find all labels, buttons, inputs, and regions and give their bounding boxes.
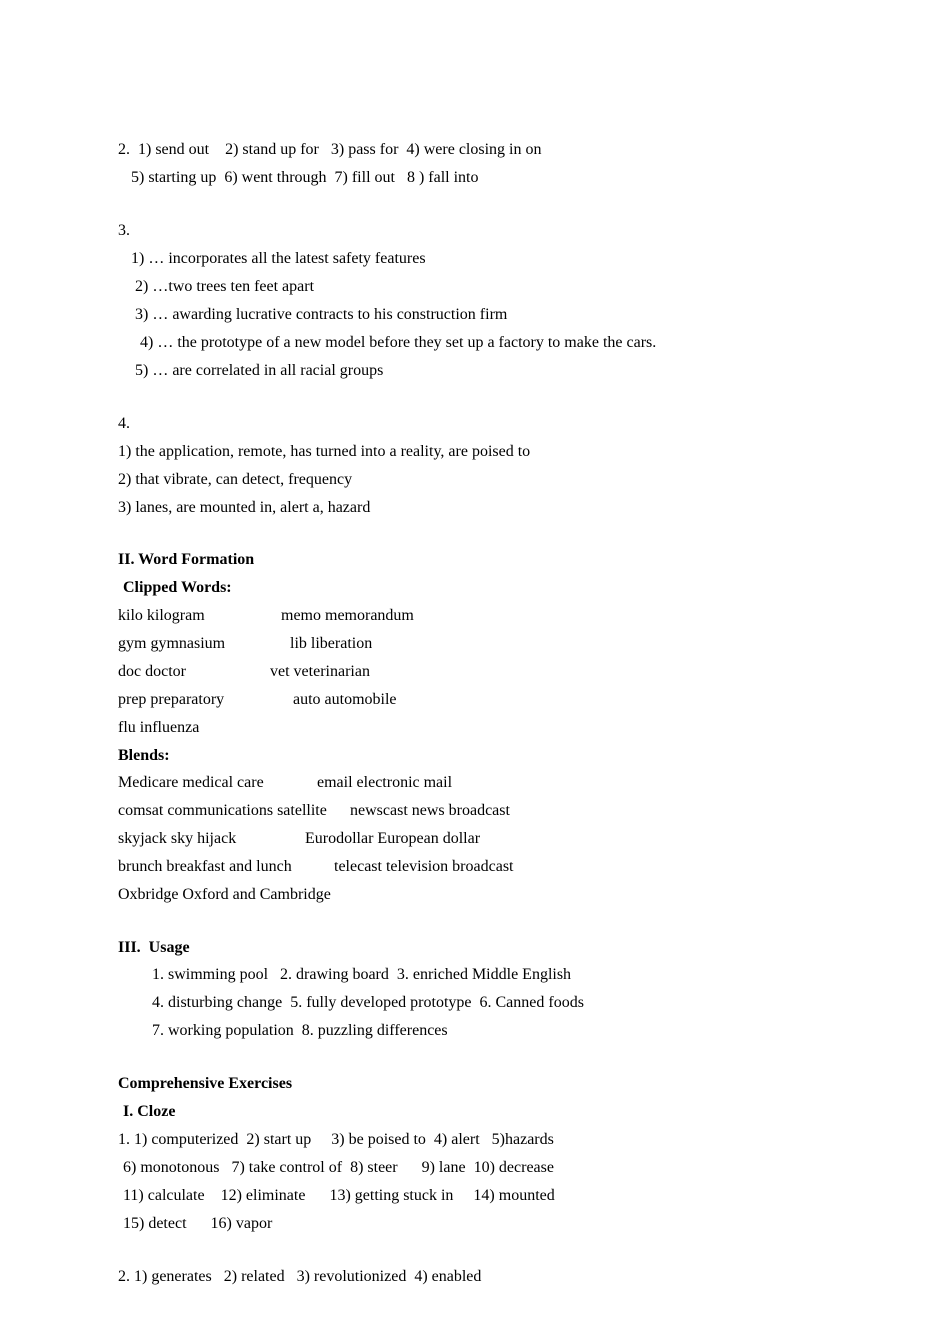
cloze-line: 6) monotonous 7) take control of 8) steer 9) lane 10) decrease — [123, 1159, 554, 1176]
ex2-line-2: 5) starting up 6) went through 7) fill out 8 ) fall into — [131, 169, 479, 186]
blend-word: brunch breakfast and lunch — [118, 858, 292, 875]
cloze2-line: 2. 1) generates 2) related 3) revolutionized 4) enabled — [118, 1268, 482, 1285]
ex3-item: 2) …two trees ten feet apart — [135, 278, 315, 295]
blend-word: Eurodollar European dollar — [305, 830, 481, 847]
usage-heading: III. Usage — [118, 939, 190, 956]
usage-line: 7. working population 8. puzzling differences — [152, 1022, 448, 1039]
blend-word: comsat communications satellite — [118, 802, 327, 819]
word-formation-heading: II. Word Formation — [118, 551, 255, 568]
ex4-heading: 4. — [118, 415, 130, 432]
clipped-word: prep preparatory — [118, 691, 225, 708]
clipped-word: kilo kilogram — [118, 607, 205, 624]
ex4-item: 1) the application, remote, has turned into a reality, are poised to — [118, 443, 531, 460]
blend-word: newscast news broadcast — [350, 802, 510, 819]
ex3-item: 5) … are correlated in all racial groups — [135, 362, 384, 379]
cloze-heading: I. Cloze — [123, 1103, 176, 1120]
blend-word: Medicare medical care — [118, 774, 264, 791]
blend-word: telecast television broadcast — [334, 858, 514, 875]
clipped-word: doc doctor — [118, 663, 186, 680]
ex2-line-1: 2. 1) send out 2) stand up for 3) pass for 4) were closing in on — [118, 141, 542, 158]
clipped-words-heading: Clipped Words: — [123, 579, 232, 596]
ex4-item: 2) that vibrate, can detect, frequency — [118, 471, 353, 488]
clipped-word: lib liberation — [290, 635, 373, 652]
cloze-line: 15) detect 16) vapor — [123, 1215, 273, 1232]
clipped-word: flu influenza — [118, 719, 200, 736]
blend-word: email electronic mail — [317, 774, 453, 791]
ex3-heading: 3. — [118, 222, 130, 239]
blends-heading: Blends: — [118, 747, 170, 764]
clipped-word: memo memorandum — [281, 607, 414, 624]
ex4-item: 3) lanes, are mounted in, alert a, hazard — [118, 499, 371, 516]
cloze-line: 1. 1) computerized 2) start up 3) be poised to 4) alert 5)hazards — [118, 1131, 554, 1148]
comprehensive-heading: Comprehensive Exercises — [118, 1075, 293, 1092]
cloze-line: 11) calculate 12) eliminate 13) getting stuck in 14) mounted — [123, 1187, 555, 1204]
usage-line: 1. swimming pool 2. drawing board 3. enriched Middle English — [152, 966, 572, 983]
clipped-word: gym gymnasium — [118, 635, 226, 652]
blend-word: skyjack sky hijack — [118, 830, 237, 847]
usage-line: 4. disturbing change 5. fully developed prototype 6. Canned foods — [152, 994, 584, 1011]
clipped-word: auto automobile — [293, 691, 397, 708]
clipped-word: vet veterinarian — [270, 663, 370, 680]
ex3-item: 3) … awarding lucrative contracts to his construction firm — [135, 306, 508, 323]
ex3-item: 4) … the prototype of a new model before they set up a factory to make the cars. — [140, 334, 657, 351]
blend-word: Oxbridge Oxford and Cambridge — [118, 886, 331, 903]
ex3-item: 1) … incorporates all the latest safety features — [131, 250, 426, 267]
